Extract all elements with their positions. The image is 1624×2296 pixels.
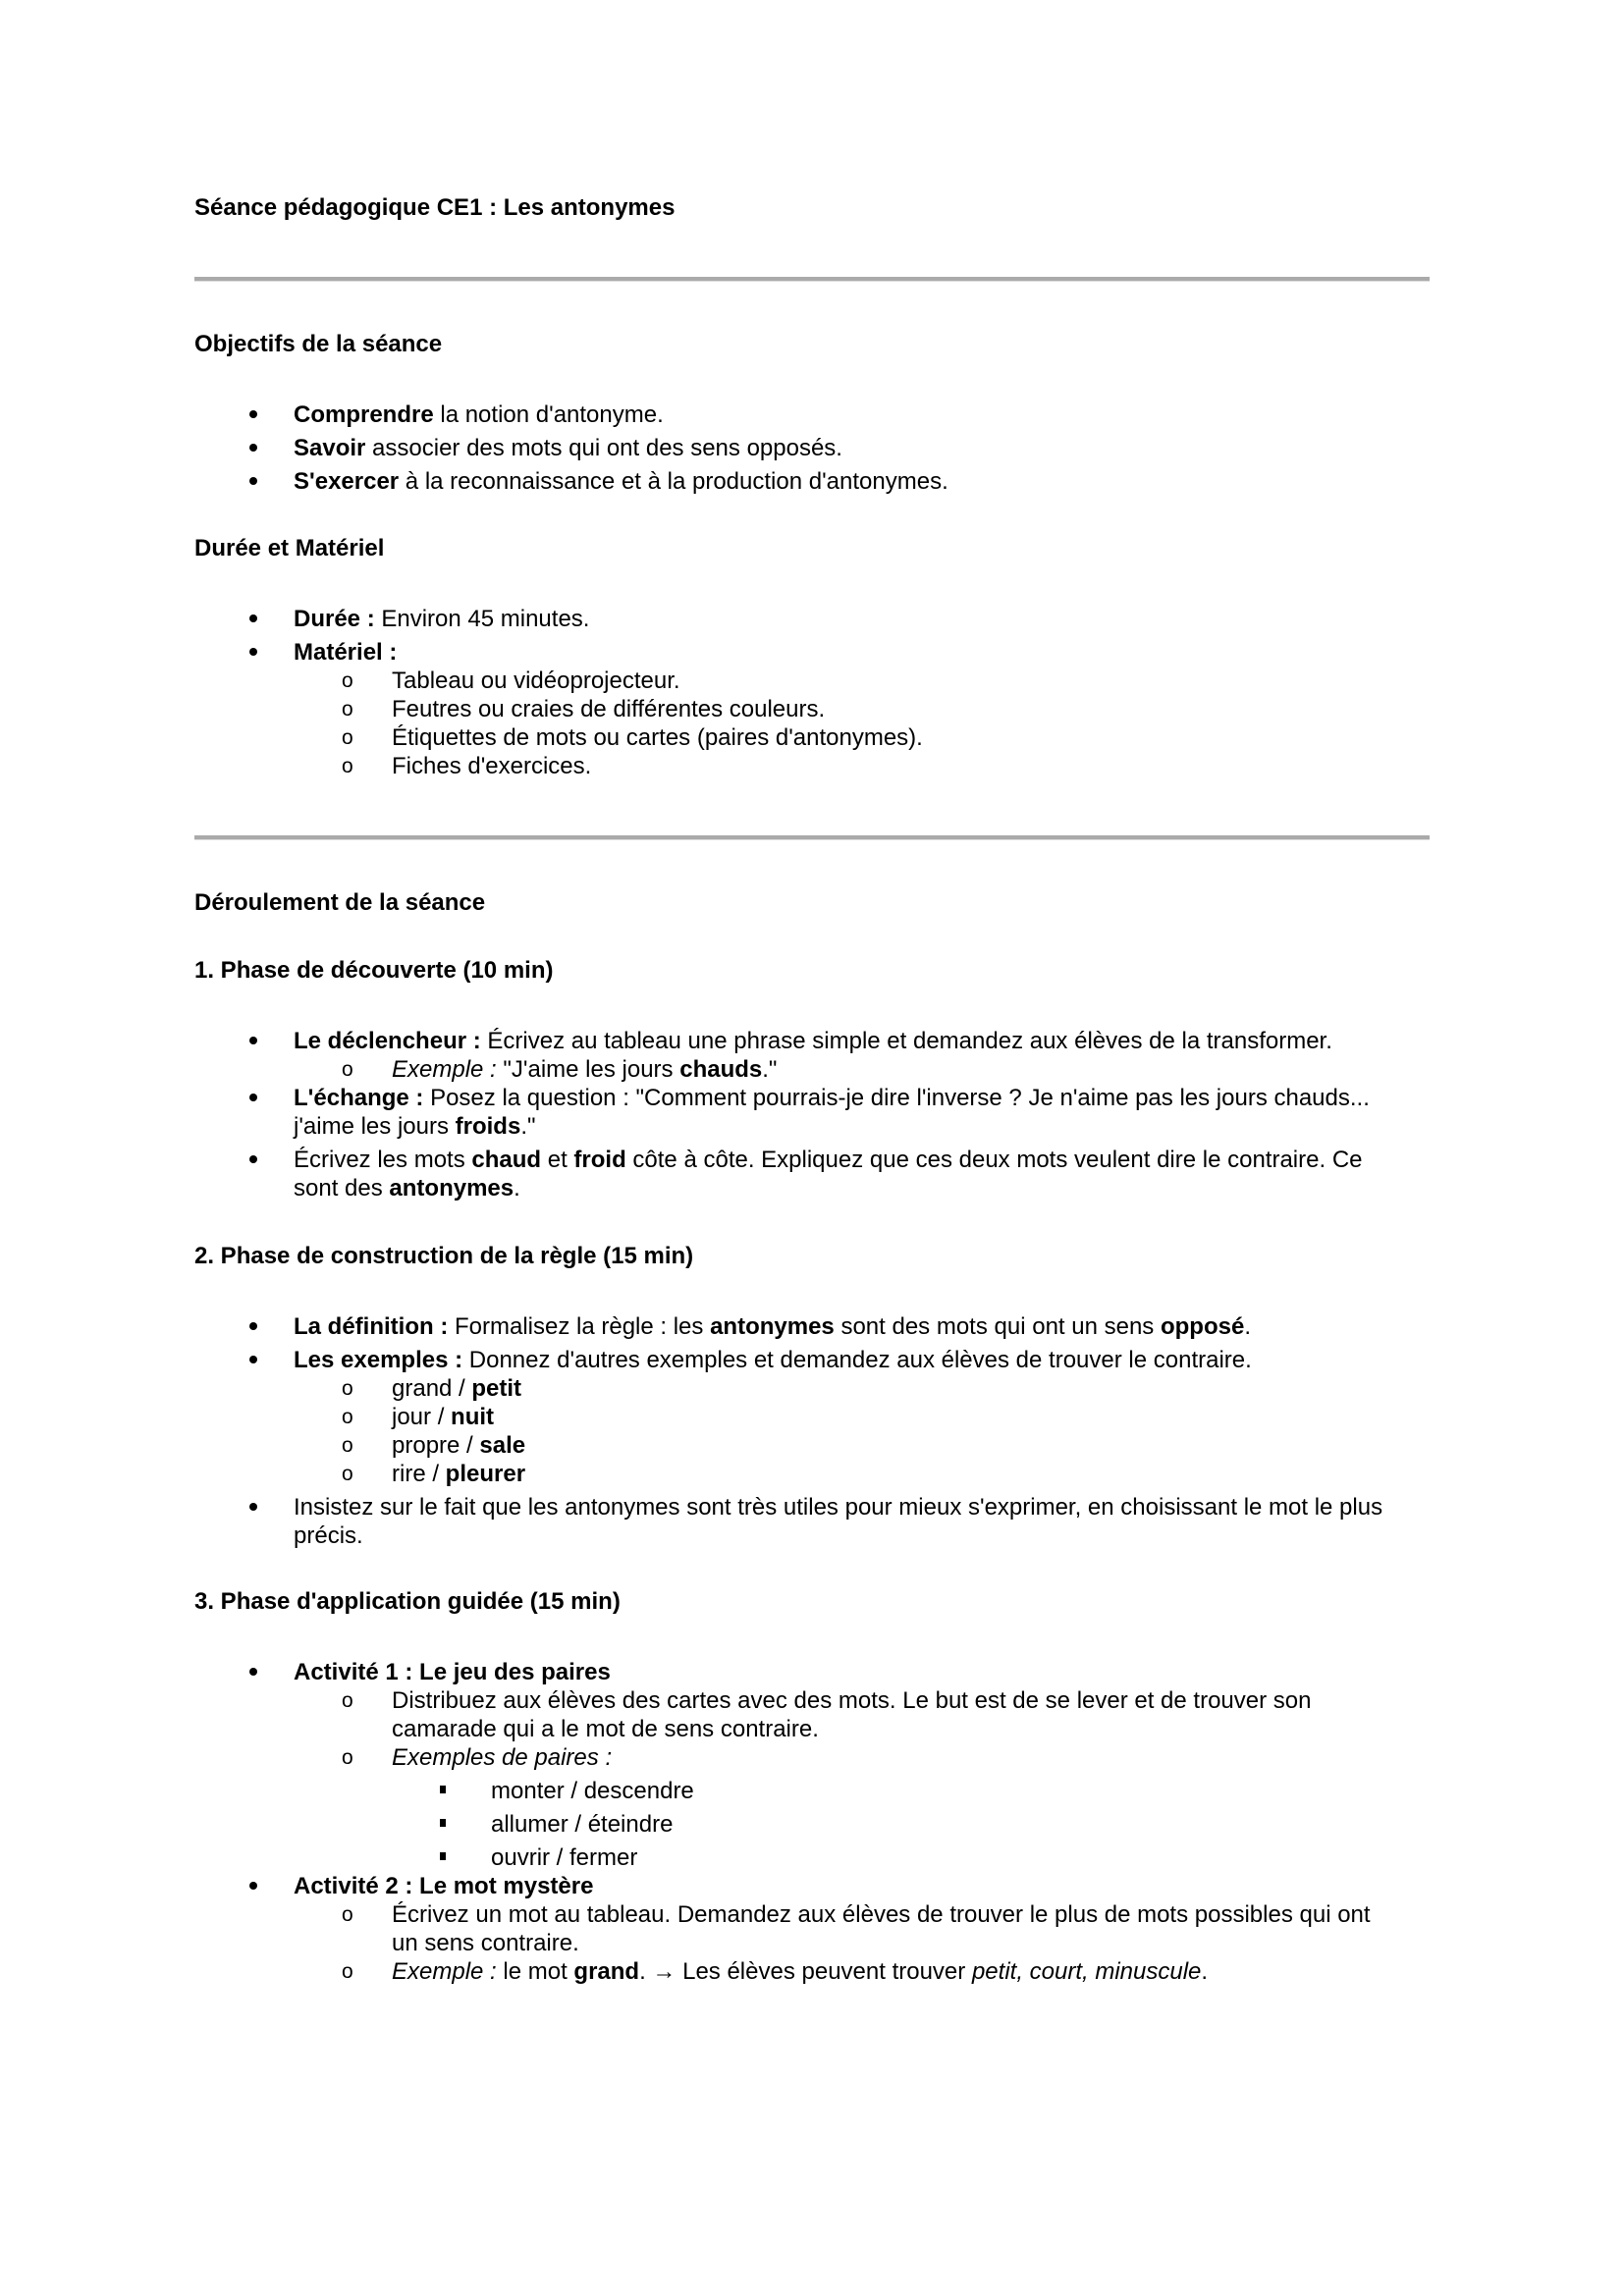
objectives-list (194, 400, 1432, 496)
bullet-icon (249, 1346, 257, 1374)
bullet-icon (249, 1658, 257, 1686)
square-bullet-icon (440, 1777, 446, 1805)
activity1-pair: monter / descendre (194, 1777, 1432, 1805)
circle-bullet-icon: o (342, 726, 353, 749)
material-subitem: o Feutres ou craies de différentes couleurs. (342, 696, 826, 722)
horizontal-rule (194, 277, 1430, 282)
bullet-icon (249, 400, 257, 429)
bullet-icon (249, 434, 257, 462)
bullet-icon (249, 1872, 257, 1900)
phase2-item: Insistez sur le fait que les antonymes sont très utiles pour mieux s'exprimer, en choisissant le mot le plus précis. (194, 1493, 1432, 1550)
objective-item: S'exercer à la reconnaissance et à la production d'antonymes. (194, 467, 1432, 496)
activity1-pair: allumer / éteindre (194, 1810, 1432, 1839)
circle-bullet-icon: o (342, 698, 353, 721)
antonym-pair: o propre / sale (342, 1432, 526, 1459)
phase1-item: Écrivez les mots chaud et froid côte à côte. Expliquez que ces deux mots veulent dire le contraire. Ce sont des antonymes. (194, 1146, 1432, 1202)
activity1-desc: o Distribuez aux élèves des cartes avec des mots. Le but est de se lever et de trouver son camarade qui a le mot de sens contraire. (342, 1687, 1312, 1742)
material-subitem: o Tableau ou vidéoprojecteur. (342, 667, 680, 694)
progress-heading: Déroulement de la séance (194, 889, 486, 916)
phase1-subitem: o Exemple : "J'aime les jours chauds." (342, 1056, 778, 1083)
square-bullet-icon (440, 1843, 446, 1872)
circle-bullet-icon: o (342, 1463, 353, 1485)
bullet-icon (249, 1312, 257, 1341)
square-bullet-icon (440, 1810, 446, 1839)
phase2-item: Les exemples : Donnez d'autres exemples et demandez aux élèves de trouver le contraire. (194, 1346, 1432, 1374)
duration-material-list (194, 605, 1432, 780)
circle-bullet-icon: o (342, 1434, 353, 1457)
bullet-icon (249, 1027, 257, 1055)
activity2-example: o Exemple : le mot grand. → Les élèves peuvent trouver petit, court, minuscule. (342, 1958, 1209, 1985)
circle-bullet-icon: o (342, 1406, 353, 1428)
objective-item: Savoir associer des mots qui ont des sens opposés. (194, 434, 1432, 462)
document-title: Séance pédagogique CE1 : Les antonymes (194, 194, 676, 221)
antonym-pair: o jour / nuit (342, 1404, 495, 1430)
duration-material-heading: Durée et Matériel (194, 535, 385, 561)
material-subitem: o Fiches d'exercices. (342, 753, 592, 779)
bullet-icon (249, 605, 257, 633)
objective-item: Comprendre la notion d'antonyme. (194, 400, 1432, 429)
activity1-item: Activité 1 : Le jeu des paires (194, 1658, 1432, 1686)
phase1-item: L'échange : Posez la question : "Comment pourrais-je dire l'inverse ? Je n'aime pas les jours chauds... j'aime les jours froids." (194, 1084, 1432, 1141)
circle-bullet-icon: o (342, 755, 353, 777)
circle-bullet-icon: o (342, 669, 353, 692)
phase1-list (194, 1027, 1432, 1202)
bullet-icon (249, 1493, 257, 1522)
phase2-heading: 2. Phase de construction de la règle (15 min) (194, 1243, 694, 1269)
phase3-heading: 3. Phase d'application guidée (15 min) (194, 1588, 621, 1615)
phase1-heading: 1. Phase de découverte (10 min) (194, 957, 554, 984)
activity1-pair: ouvrir / fermer (194, 1843, 1432, 1872)
activity2-item: Activité 2 : Le mot mystère (194, 1872, 1432, 1900)
activity2-desc: o Écrivez un mot au tableau. Demandez aux élèves de trouver le plus de mots possibles qui ont un sens contraire. (342, 1901, 1371, 1956)
phase3-list (194, 1658, 1432, 1986)
circle-bullet-icon: o (342, 1377, 353, 1400)
activity1-examples: o Exemples de paires : (342, 1744, 613, 1771)
phase2-item: La définition : Formalisez la règle : les antonymes sont des mots qui ont un sens opposé. (194, 1312, 1432, 1341)
bullet-icon (249, 1084, 257, 1112)
bullet-icon (249, 638, 257, 667)
circle-bullet-icon: o (342, 1903, 353, 1926)
horizontal-rule (194, 835, 1430, 840)
phase1-item: Le déclencheur : Écrivez au tableau une phrase simple et demandez aux élèves de la transformer. (194, 1027, 1432, 1055)
circle-bullet-icon: o (342, 1746, 353, 1769)
circle-bullet-icon: o (342, 1058, 353, 1081)
circle-bullet-icon: o (342, 1960, 353, 1983)
antonym-pair: o grand / petit (342, 1375, 522, 1402)
phase2-list (194, 1312, 1432, 1550)
antonym-pair: o rire / pleurer (342, 1461, 526, 1487)
bullet-icon (249, 467, 257, 496)
circle-bullet-icon: o (342, 1689, 353, 1712)
objectives-heading: Objectifs de la séance (194, 331, 443, 357)
duration-item: Durée : Environ 45 minutes. (194, 605, 1432, 633)
material-item: Matériel : (194, 638, 1432, 667)
material-subitem: o Étiquettes de mots ou cartes (paires d'antonymes). (342, 724, 923, 751)
bullet-icon (249, 1146, 257, 1174)
